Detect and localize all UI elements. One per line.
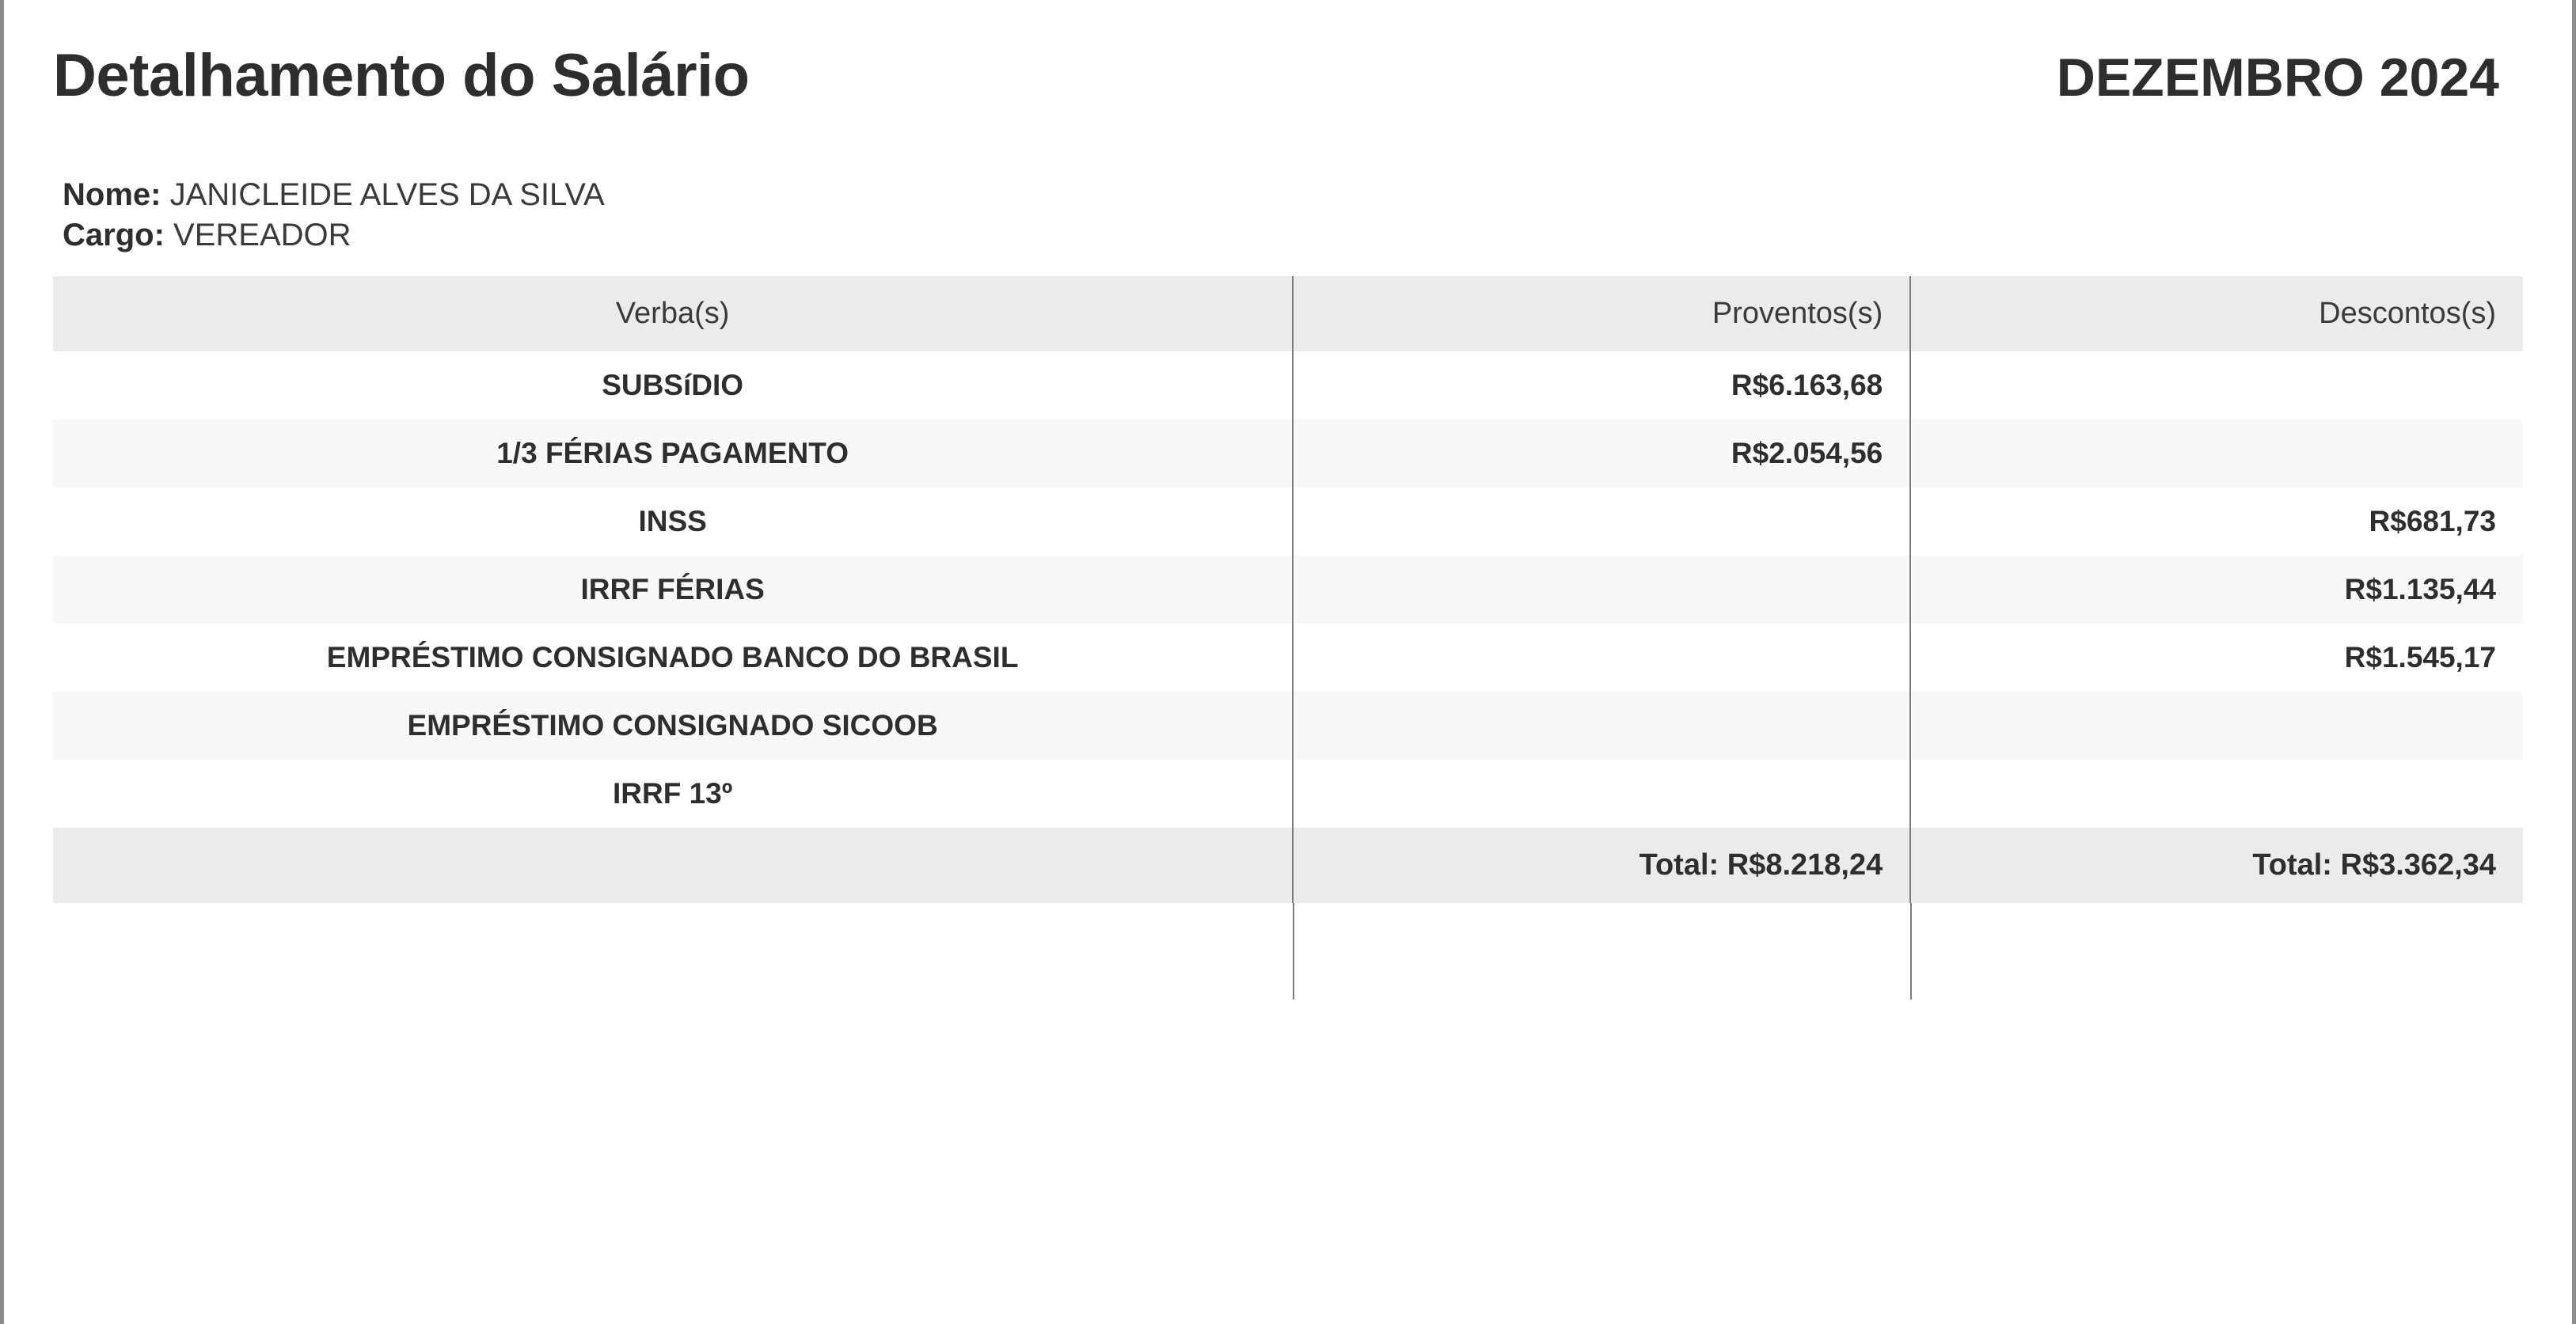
cell-descontos: R$681,73 <box>1910 487 2523 556</box>
cell-descontos: R$1.135,44 <box>1910 556 2523 624</box>
table-body <box>53 351 2523 828</box>
cell-proventos <box>1293 624 1910 692</box>
period-label: DEZEMBRO 2024 <box>2056 47 2499 108</box>
cell-verba: IRRF 13º <box>53 760 1293 828</box>
cell-descontos <box>1910 692 2523 760</box>
employee-role-line <box>63 215 2523 256</box>
table-row <box>53 692 2523 760</box>
total-descontos: Total: R$3.362,34 <box>1910 828 2523 903</box>
cell-verba: SUBSíDIO <box>53 351 1293 419</box>
cell-verba: 1/3 FÉRIAS PAGAMENTO <box>53 419 1293 487</box>
employee-role-label: Cargo: <box>63 218 165 253</box>
employee-name-label: Nome: <box>63 177 161 212</box>
cell-descontos <box>1910 351 2523 419</box>
table-row <box>53 556 2523 624</box>
page-inner <box>4 0 2572 1000</box>
column-header-proventos: Proventos(s) <box>1293 276 1910 351</box>
totals-row <box>53 828 2523 903</box>
employee-info <box>53 175 2523 256</box>
cell-verba: EMPRÉSTIMO CONSIGNADO BANCO DO BRASIL <box>53 624 1293 692</box>
column-header-verba: Verba(s) <box>53 276 1293 351</box>
cell-verba: INSS <box>53 487 1293 556</box>
table-tail-dividers <box>53 903 2523 1000</box>
cell-descontos <box>1910 760 2523 828</box>
table-header <box>53 276 2523 351</box>
cell-verba: IRRF FÉRIAS <box>53 556 1293 624</box>
column-divider-2 <box>1910 903 1912 1000</box>
cell-proventos <box>1293 760 1910 828</box>
table-row <box>53 624 2523 692</box>
page-header <box>53 0 2523 110</box>
table-row <box>53 487 2523 556</box>
employee-role-value: VEREADOR <box>173 218 351 253</box>
salary-table <box>53 276 2523 903</box>
column-header-descontos: Descontos(s) <box>1910 276 2523 351</box>
total-proventos: Total: R$8.218,24 <box>1293 828 1910 903</box>
column-divider-1 <box>1293 903 1294 1000</box>
table-row <box>53 351 2523 419</box>
cell-descontos <box>1910 419 2523 487</box>
table-footer <box>53 828 2523 903</box>
cell-proventos <box>1293 556 1910 624</box>
employee-name-value: JANICLEIDE ALVES DA SILVA <box>169 177 605 212</box>
cell-descontos: R$1.545,17 <box>1910 624 2523 692</box>
table-header-row <box>53 276 2523 351</box>
page-title: Detalhamento do Salário <box>53 42 750 109</box>
totals-empty-cell <box>53 828 1293 903</box>
cell-verba: EMPRÉSTIMO CONSIGNADO SICOOB <box>53 692 1293 760</box>
table-row <box>53 760 2523 828</box>
cell-proventos <box>1293 487 1910 556</box>
cell-proventos: R$6.163,68 <box>1293 351 1910 419</box>
table-row <box>53 419 2523 487</box>
cell-proventos <box>1293 692 1910 760</box>
cell-proventos: R$2.054,56 <box>1293 419 1910 487</box>
employee-name-line <box>63 175 2523 215</box>
